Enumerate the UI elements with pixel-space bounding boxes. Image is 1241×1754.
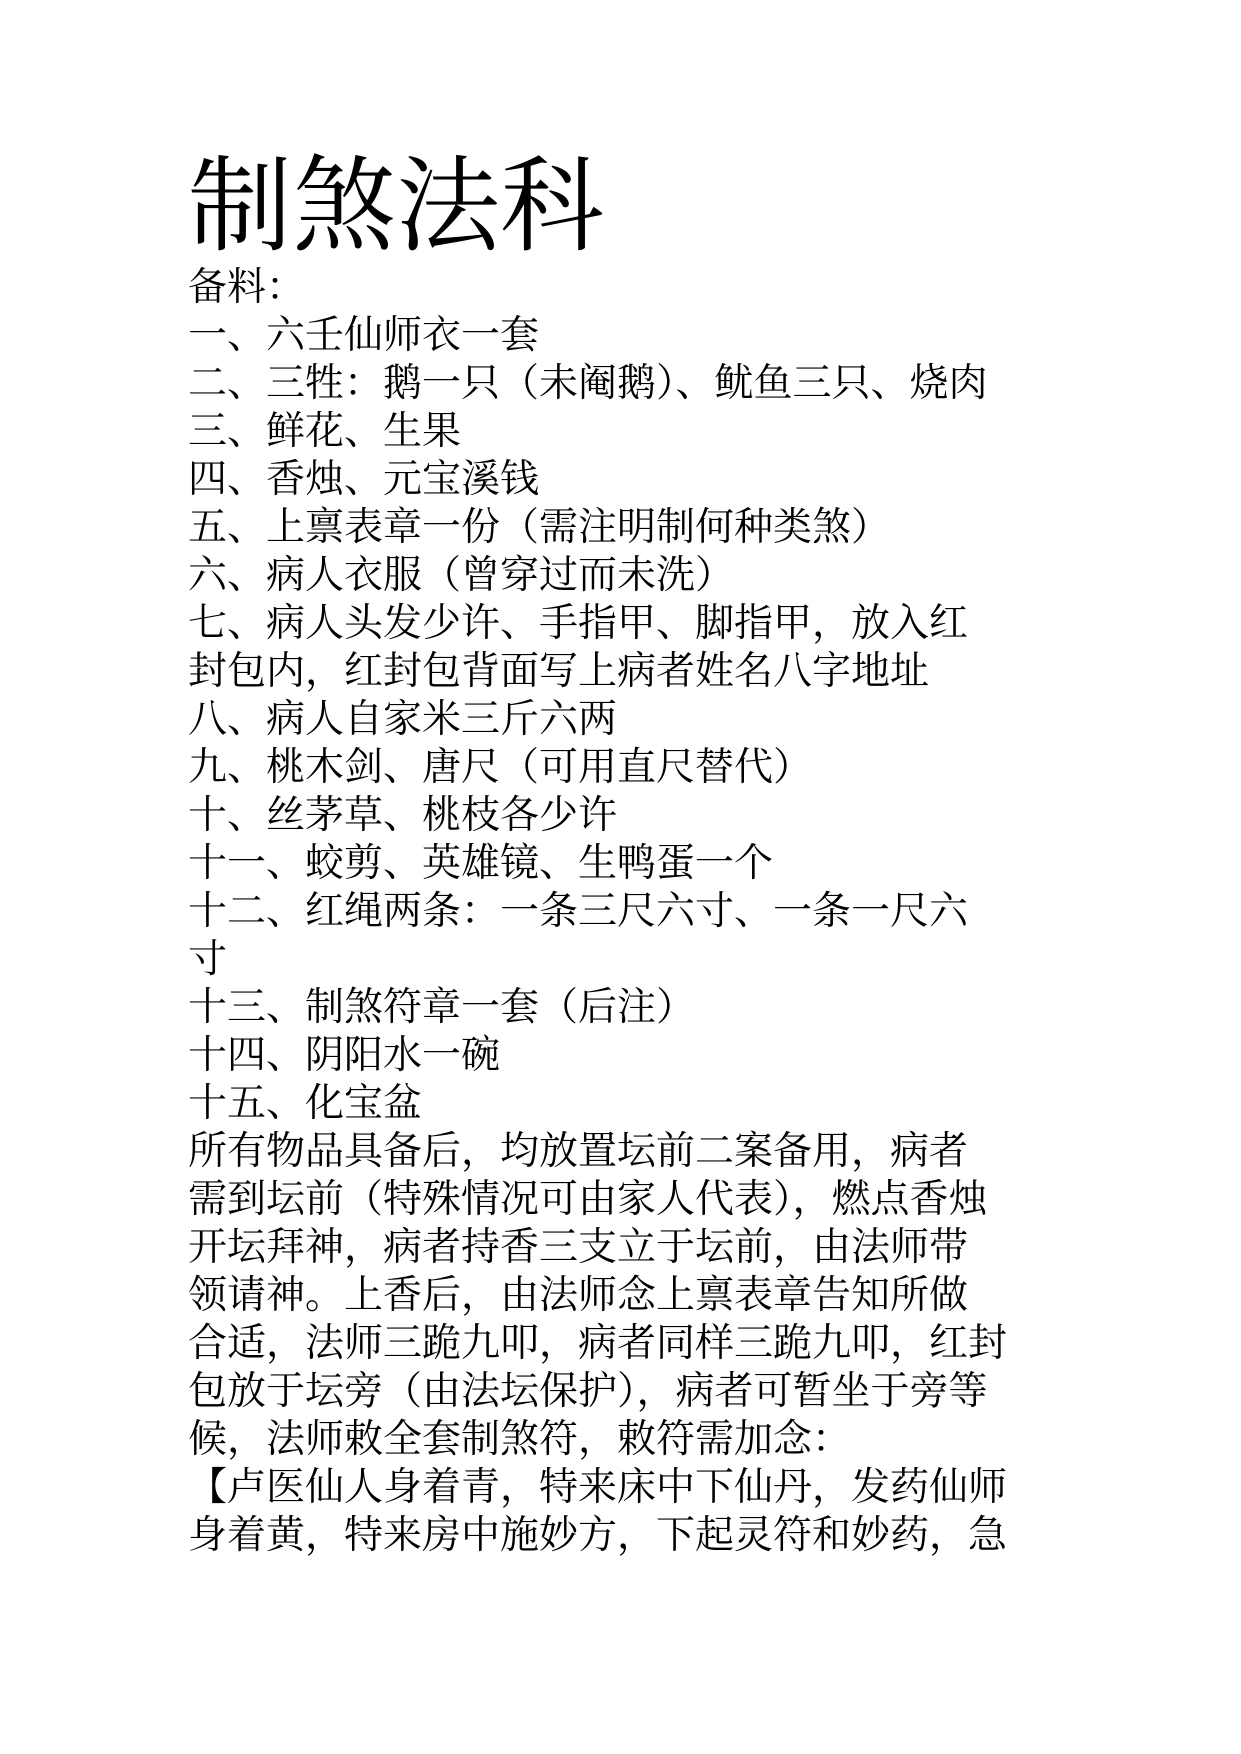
list-item: 七、病人头发少许、手指甲、脚指甲，放入红: [188, 601, 969, 646]
paragraph-line: 包放于坛旁（由法坛保护），病者可暂坐于旁等: [188, 1369, 988, 1414]
document-title: 制煞法科: [188, 145, 605, 267]
paragraph-line: 所有物品具备后，均放置坛前二案备用，病者: [188, 1129, 969, 1174]
list-item: 十、丝茅草、桃枝各少许: [188, 793, 618, 838]
list-item: 寸: [188, 937, 228, 982]
list-item: 三、鲜花、生果: [188, 409, 462, 454]
list-item: 十五、化宝盆: [188, 1081, 423, 1126]
paragraph-line: 候，法师敕全套制煞符，敕符需加念：: [188, 1417, 852, 1462]
list-item: 二、三牲：鹅一只（未阉鹅）、鱿鱼三只、烧肉: [188, 361, 988, 406]
procedure-paragraph: [188, 1128, 1068, 1560]
list-item: 四、香烛、元宝溪钱: [188, 457, 540, 502]
list-item: 十三、制煞符章一套（后注）: [188, 985, 696, 1030]
paragraph-line: 合适，法师三跪九叩，病者同样三跪九叩，红封: [188, 1321, 1008, 1366]
list-item: 封包内，红封包背面写上病者姓名八字地址: [188, 649, 930, 694]
list-item: 八、病人自家米三斤六两: [188, 697, 618, 742]
list-item: 五、上禀表章一份（需注明制何种类煞）: [188, 505, 891, 550]
list-item: 一、六壬仙师衣一套: [188, 313, 540, 358]
materials-heading: 备料：: [188, 265, 306, 310]
paragraph-line: 需到坛前（特殊情况可由家人代表），燃点香烛: [188, 1177, 988, 1222]
list-item: 十二、红绳两条：一条三尺六寸、一条一尺六: [188, 889, 969, 934]
paragraph-line: 【卢医仙人身着青，特来床中下仙丹，发药仙师: [188, 1465, 1008, 1510]
list-item: 十四、阴阳水一碗: [188, 1033, 501, 1078]
document-page: [188, 145, 1068, 1560]
paragraph-line: 身着黄，特来房中施妙方，下起灵符和妙药，急: [188, 1513, 1008, 1558]
paragraph-line: 领请神。上香后，由法师念上禀表章告知所做: [188, 1273, 969, 1318]
paragraph-line: 开坛拜神，病者持香三支立于坛前，由法师带: [188, 1225, 969, 1270]
materials-list: [188, 312, 1068, 1128]
list-item: 六、病人衣服（曾穿过而未洗）: [188, 553, 735, 598]
list-item: 九、桃木剑、唐尺（可用直尺替代）: [188, 745, 813, 790]
list-item: 十一、蛟剪、英雄镜、生鸭蛋一个: [188, 841, 774, 886]
